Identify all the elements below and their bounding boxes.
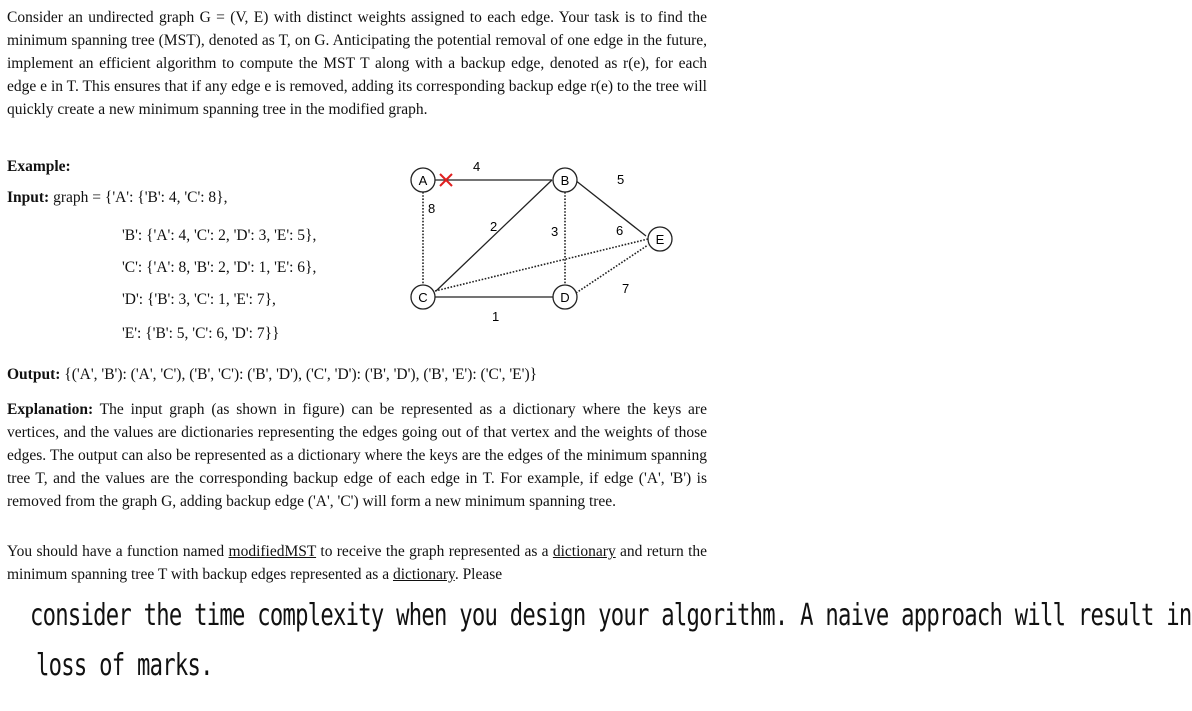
explanation-label: Explanation: — [7, 401, 94, 418]
graph-figure — [410, 155, 710, 325]
weight-bc: 2 — [490, 219, 498, 234]
weight-bd: 3 — [551, 224, 559, 239]
handwritten-line-1: consider the time complexity when you design your algorithm. A naive approach will result in — [30, 598, 1192, 633]
input-text: graph = {'A': {'B': 4, 'C': 8}, — [53, 189, 228, 206]
example-heading: Example: — [7, 158, 71, 175]
node-b — [553, 168, 577, 192]
instr-part3: and return the minimum spanning tree T with backup edges represented as a — [7, 543, 708, 583]
weight-ac: 8 — [428, 201, 436, 216]
output-label: Output: — [7, 366, 61, 383]
edge-be — [575, 180, 646, 236]
svg-text:E: E — [655, 232, 665, 247]
weight-cd: 1 — [492, 309, 500, 324]
input-line-3: 'C': {'A': 8, 'B': 2, 'D': 1, 'E': 6}, — [122, 259, 317, 276]
function-name: modifiedMST — [228, 543, 317, 560]
explanation — [7, 398, 707, 513]
problem-statement: Consider an undirected graph G = (V, E) with distinct weights assigned to each edge. Your task is to find the minimum spanning tree (MST), denoted as T, on G. Anticipating the potential removal of one edge in the future, implement an efficient algorithm to compute the MST T along with a backup edge, denoted as r(e), for each edge e in T. This ensures that if any edge e is removed, adding its corresponding backup edge r(e) to the tree will quickly create a new minimum spanning tree in the modified graph. — [7, 9, 707, 118]
node-c — [411, 285, 435, 309]
instructions — [7, 540, 707, 586]
svg-text:D: D — [560, 290, 570, 305]
svg-text:A: A — [418, 173, 428, 188]
instr-part2: to receive the graph represented as a — [316, 543, 553, 560]
input-line-4: 'D': {'B': 3, 'C': 1, 'E': 7}, — [122, 291, 276, 308]
svg-text:C: C — [418, 290, 428, 305]
weight-ab: 4 — [473, 159, 481, 174]
node-d — [553, 285, 577, 309]
svg-text:B: B — [560, 173, 570, 188]
edge-de — [576, 245, 648, 293]
input-line-1 — [7, 189, 228, 207]
weight-ce: 6 — [616, 223, 624, 238]
output-line — [7, 366, 537, 384]
weight-be: 5 — [617, 172, 625, 187]
node-e — [648, 227, 672, 251]
dictionary-term-1: dictionary — [552, 543, 616, 560]
input-label: Input: — [7, 189, 50, 206]
node-a — [411, 168, 435, 192]
input-line-5: 'E': {'B': 5, 'C': 6, 'D': 7}} — [122, 325, 280, 342]
instr-part1: You should have a function named — [7, 543, 229, 560]
edge-bc — [436, 180, 552, 291]
handwritten-line-2: loss of marks. — [36, 648, 213, 683]
instr-part4: . Please — [454, 566, 503, 583]
edge-ce — [435, 239, 648, 291]
output-text: {('A', 'B'): ('A', 'C'), ('B', 'C'): ('B', 'D'), ('C', 'D'): ('B', 'D'), ('B', 'E'): ('C', 'E')} — [64, 366, 538, 383]
weight-de: 7 — [622, 281, 630, 296]
explanation-text: The input graph (as shown in figure) can be represented as a dictionary where the keys are vertices, and the values are dictionaries representing the edges going out of that vertex and the weights of those edges. The output can also be represented as a dictionary where the keys are the edges of the minimum spanning tree T, and the values are the corresponding backup edge of each edge in T. For example, if edge ('A', 'B') is removed from the graph G, adding backup edge ('A', 'C') will form a new minimum spanning tree. — [7, 401, 707, 510]
input-line-2: 'B': {'A': 4, 'C': 2, 'D': 3, 'E': 5}, — [122, 227, 317, 244]
dictionary-term-2: dictionary — [392, 566, 455, 583]
